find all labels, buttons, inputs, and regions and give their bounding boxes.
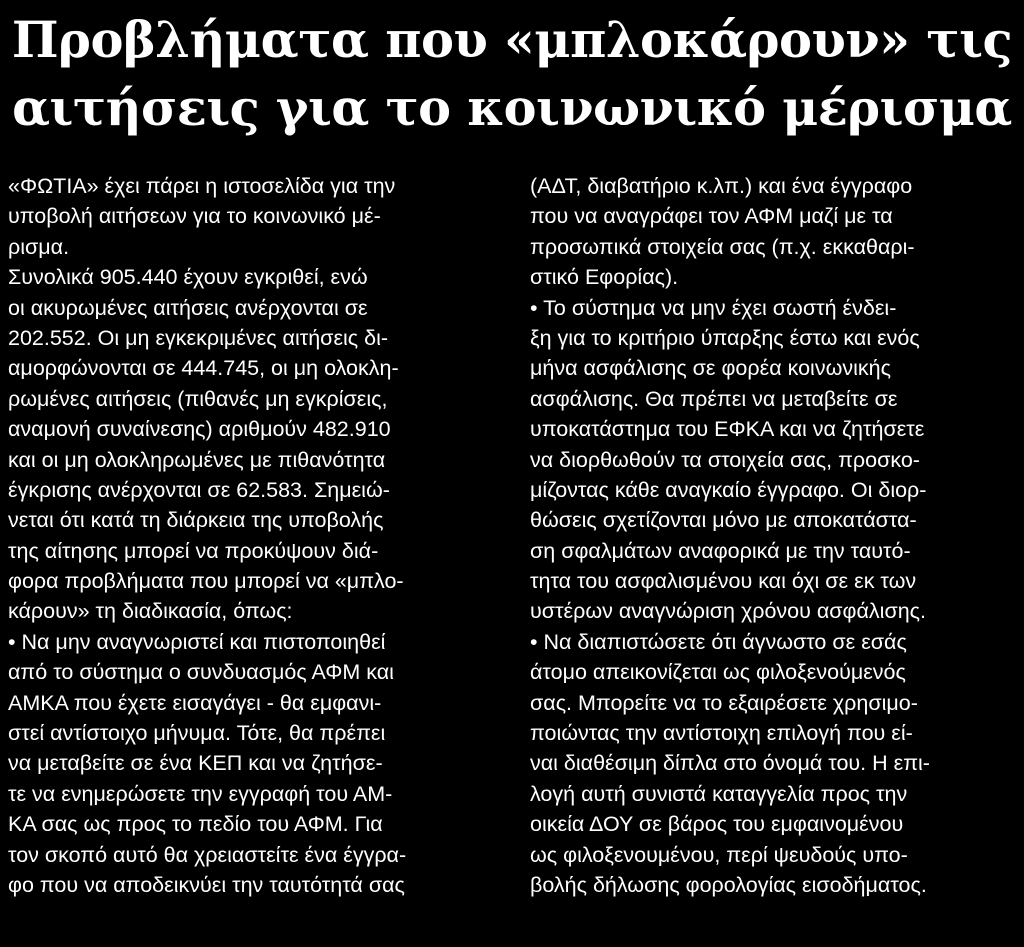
left-text-column	[8, 171, 490, 900]
text-line: άτομο απεικονίζεται ως φιλοξενούμενός	[530, 660, 906, 685]
text-line: «ΦΩΤΙΑ» έχει πάρει η ιστοσελίδα για την	[8, 174, 396, 198]
text-line: στικό Εφορίας).	[530, 265, 679, 290]
text-line: από το σύστημα ο συνδυασμός ΑΦΜ και	[8, 660, 394, 685]
text-line: ΚΑ σας ως προς το πεδίο του ΑΦΜ. Για	[8, 812, 383, 837]
text-line: βολής δήλωσης φορολογίας εισοδήματος.	[530, 872, 927, 897]
text-line: θώσεις σχετίζονται μόνο με αποκατάστα-	[530, 508, 917, 533]
text-line: μήνα ασφάλισης σε φορέα κοινωνικής	[530, 356, 891, 381]
text-line: τε να ενημερώσετε την εγγραφή του ΑΜ-	[8, 781, 393, 806]
text-line: • Να μην αναγνωριστεί και πιστοποιηθεί	[8, 629, 386, 654]
text-line: ρωμένες αιτήσεις (πιθανές μη εγκρίσεις,	[8, 386, 388, 411]
text-line: ΑΜΚΑ που έχετε εισαγάγει - θα εμφανι-	[8, 690, 382, 715]
text-line: στεί αντίστοιχο μήνυμα. Τότε, θα πρέπει	[8, 721, 386, 746]
text-line: • Το σύστημα να μην έχει σωστή ένδει-	[530, 295, 897, 320]
text-line: προσωπικά στοιχεία σας (π.χ. εκκαθαρι-	[530, 234, 915, 259]
text-line: σας. Μπορείτε να το εξαιρέσετε χρησιμο-	[530, 690, 918, 715]
text-line: αμορφώνονται σε 444.745, οι μη ολοκλη-	[8, 356, 399, 381]
text-line: αναμονή συναίνεσης) αριθμούν 482.910	[8, 417, 391, 442]
text-line: 202.552. Οι μη εγκεκριμένες αιτήσεις δι-	[8, 325, 389, 350]
text-line: να μεταβείτε σε ένα ΚΕΠ και να ζητήσε-	[8, 751, 383, 776]
text-line: να διορθωθούν τα στοιχεία σας, προσκο-	[530, 447, 920, 472]
text-line: (ΑΔΤ, διαβατήριο κ.λπ.) και ένα έγγραφο	[530, 174, 913, 198]
text-line: φορα προβλήματα που μπορεί να «μπλο-	[8, 569, 404, 594]
text-line: φο που να αποδεικνύει την ταυτότητά σας	[8, 872, 405, 897]
text-line: υποβολή αιτήσεων για το κοινωνικό μέ-	[8, 204, 381, 229]
text-line: ασφάλισης. Θα πρέπει να μεταβείτε σε	[530, 386, 898, 411]
text-line: και οι μη ολοκληρωμένες με πιθανότητα	[8, 447, 386, 472]
text-line: ποιώντας την αντίστοιχη επιλογή που εί-	[530, 721, 913, 746]
text-line: κάρουν» τη διαδικασία, όπως:	[8, 599, 293, 624]
text-line: ναι διαθέσιμη δίπλα στο όνομά του. Η επι-	[530, 751, 930, 776]
text-line: τητα του ασφαλισμένου και όχι σε εκ των	[530, 569, 917, 594]
right-text-column	[530, 171, 1012, 900]
headline-line-2: αιτήσεις για το κοινωνικό μέρισμα	[12, 78, 1012, 137]
text-line: Συνολικά 905.440 έχουν εγκριθεί, ενώ	[8, 265, 368, 290]
text-line: • Να διαπιστώσετε ότι άγνωστο σε εσάς	[530, 629, 907, 654]
text-line: οικεία ΔΟΥ σε βάρος του εμφαινομένου	[530, 812, 904, 837]
text-line: ση σφαλμάτων αναφορικά με την ταυτό-	[530, 538, 911, 563]
text-line: υστέρων αναγνώριση χρόνου ασφάλισης.	[530, 599, 927, 624]
text-line: ξη για το κριτήριο ύπαρξης έστω και ενός	[530, 325, 920, 350]
text-line: υποκατάστημα του ΕΦΚΑ και να ζητήσετε	[530, 417, 925, 442]
text-line: ως φιλοξενουμένου, περί ψευδούς υπο-	[530, 842, 908, 867]
text-line: τον σκοπό αυτό θα χρειαστείτε ένα έγγρα-	[8, 842, 407, 867]
article-headline	[0, 6, 1024, 142]
text-line: της αίτησης μπορεί να προκύψουν διά-	[8, 538, 379, 563]
text-line: ρισμα.	[8, 234, 70, 259]
text-line: μίζοντας κάθε αναγκαίο έγγραφο. Οι διορ-	[530, 477, 927, 502]
headline-line-1: Προβλήματα που «μπλοκάρουν» τις	[11, 10, 1013, 69]
text-line: νεται ότι κατά τη διάρκεια της υποβολής	[8, 508, 384, 533]
text-line: λογή αυτή συνιστά καταγγελία προς την	[530, 781, 908, 806]
text-line: έγκρισης ανέρχονται σε 62.583. Σημειώ-	[8, 477, 390, 502]
text-line: που να αναγράφει τον ΑΦΜ μαζί με τα	[530, 204, 893, 229]
text-line: οι ακυρωμένες αιτήσεις ανέρχονται σε	[8, 295, 368, 320]
